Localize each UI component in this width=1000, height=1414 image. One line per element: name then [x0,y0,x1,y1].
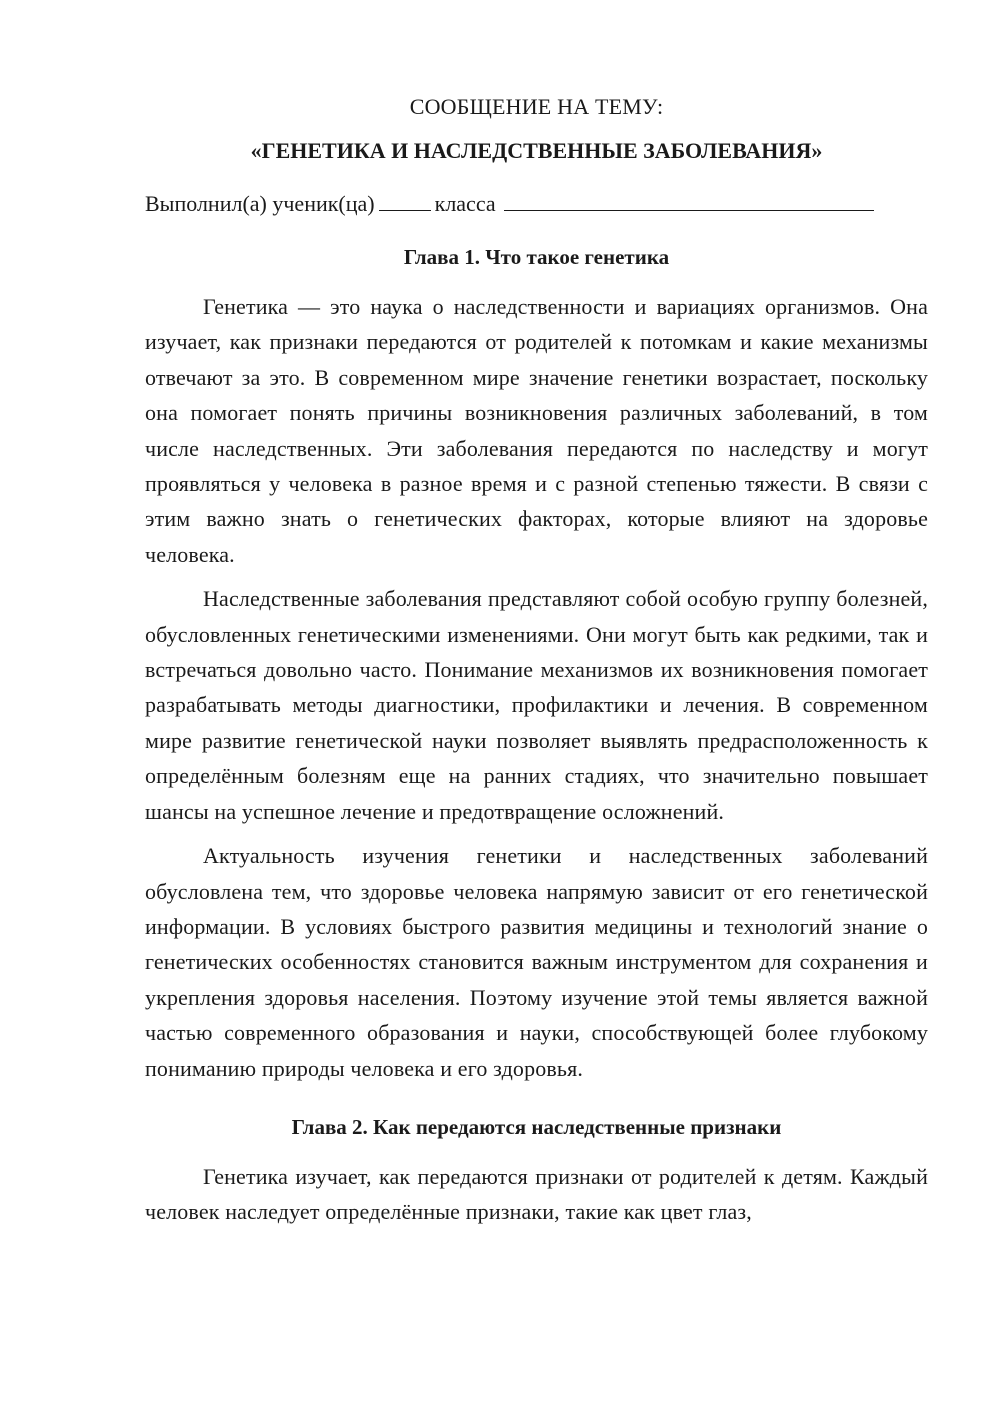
document-title-line-1: СООБЩЕНИЕ НА ТЕМУ: [409,94,664,119]
chapter-1-paragraph-3: Актуальность изучения генетики и наследственных заболеваний обусловлена тем, что здоровье человека напрямую зависит от его генетической информации. В условиях быстрого развития медицины и технологий знание о генетических особенностях становится важным инструментом для сохранения и укрепления здоровья населения. Поэтому изучение этой темы является важной частью современного образования и науки, способствующей более глубокому пониманию природы человека и его здоровья. [145,843,928,1081]
chapter-1-paragraph-1: Генетика — это наука о наследственности и вариациях организмов. Она изучает, как признаки передаются от родителей к потомкам и какие механизмы отвечают за это. В современном мире значение генетики возрастает, поскольку она помогает понять причины возникновения различных заболеваний, в том числе наследственных. Эти заболевания передаются по наследству и могут проявляться у человека в разное время и с разной степенью тяжести. В связи с этим важно знать о генетических факторах, которые влияют на здоровье человека. [145,294,928,567]
chapter-1-heading: Глава 1. Что такое генетика [403,245,670,269]
author-line [145,188,928,219]
chapter-1-paragraph-2: Наследственные заболевания представляют собой особую группу болезней, обусловленных генетическими изменениями. Они могут быть как редкими, так и встречаться довольно часто. Понимание механизмов их возникновения помогает разрабатывать методы диагностики, профилактики и лечения. В современном мире развитие генетической науки позволяет выявлять предрасположенность к определённым болезням еще на ранних стадиях, что значительно повышает шансы на успешное лечение и предотвращение осложнений. [145,586,928,824]
grade-blank-field[interactable] [379,188,431,211]
class-label: класса [434,191,496,216]
document-page [145,92,928,1230]
document-title-line-2: «ГЕНЕТИКА И НАСЛЕДСТВЕННЫЕ ЗАБОЛЕВАНИЯ» [250,138,823,163]
author-label: Выполнил(а) ученик(ца) [145,191,375,216]
name-blank-field[interactable] [504,188,874,211]
chapter-2-paragraph-1: Генетика изучает, как передаются признаки от родителей к детям. Каждый человек наследует определённые признаки, такие как цвет глаз, [145,1163,928,1225]
chapter-2-heading: Глава 2. Как передаются наследственные признаки [291,1114,782,1139]
